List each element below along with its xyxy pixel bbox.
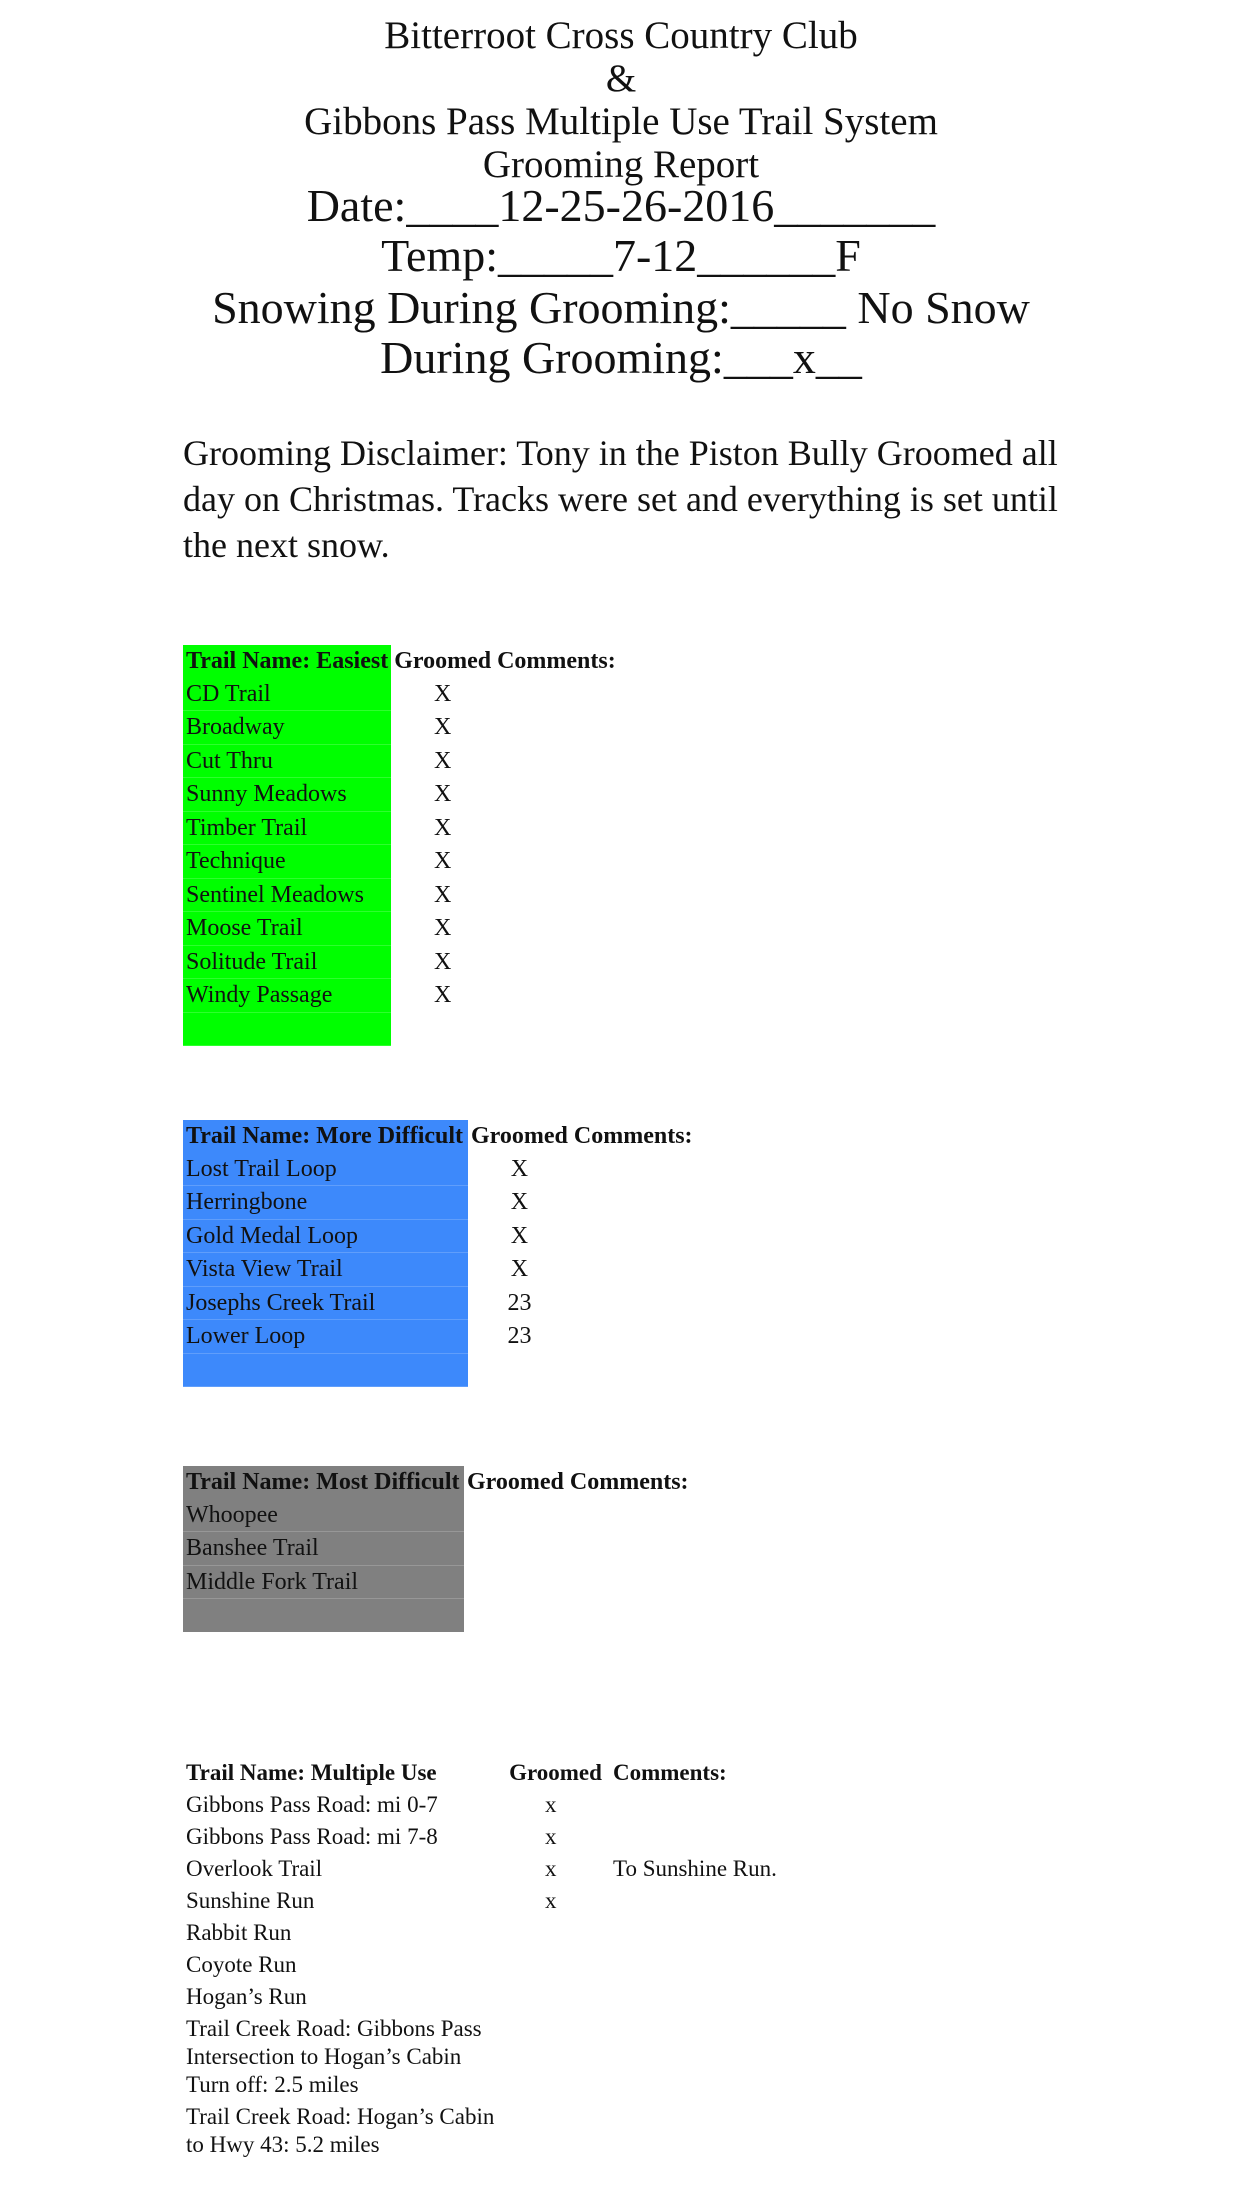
- trail-system-name: Gibbons Pass Multiple Use Trail System: [304, 100, 938, 143]
- table-header-row: [183, 1466, 692, 1499]
- col-groomed: Groomed: [509, 1760, 602, 1785]
- comment-cell: [610, 1885, 780, 1917]
- table-header-row: [183, 1120, 696, 1153]
- table-row: [183, 1253, 696, 1287]
- grooming-disclaimer: Grooming Disclaimer: Tony in the Piston Bully Groomed all day on Christmas. Tracks were set and everything is set until the next snow.: [183, 433, 1058, 565]
- trail-name-cell: Rabbit Run: [186, 1920, 292, 1945]
- table-row: [183, 1286, 696, 1320]
- table-row: [183, 1499, 692, 1532]
- comment-cell: [494, 878, 619, 912]
- table-row: [183, 1186, 696, 1220]
- report-title: Grooming Report: [482, 143, 760, 186]
- comment-cell: [494, 912, 619, 946]
- trail-name-cell: Lower Loop: [183, 1320, 468, 1354]
- col-comments: Comments:: [569, 1469, 689, 1495]
- col-groomed: Groomed: [467, 1469, 564, 1495]
- comment-cell: [610, 2013, 780, 2101]
- groomed-cell: 23: [507, 1323, 532, 1349]
- table-row: [183, 2013, 780, 2101]
- trail-name-cell: Banshee Trail: [183, 1532, 464, 1566]
- table-row: [183, 711, 619, 745]
- col-trail-name: Trail Name: More Difficult: [183, 1120, 468, 1153]
- col-comments: Comments:: [613, 1760, 727, 1785]
- table-row: [183, 1353, 696, 1387]
- groomed-cell: x: [545, 1888, 557, 1913]
- trail-name-cell: Lost Trail Loop: [183, 1153, 468, 1186]
- date-temp-line: Date:____12-25-26-2016_______ Temp:_____7-12______F: [306, 180, 936, 281]
- table-row: [183, 979, 619, 1013]
- multiple-use-trails-table: [183, 1757, 780, 2161]
- comment-cell: [571, 1219, 696, 1253]
- table-row: [183, 1532, 692, 1566]
- groomed-cell: x: [545, 1792, 557, 1817]
- trail-name-cell: Windy Passage: [183, 979, 391, 1013]
- comment-cell: [571, 1253, 696, 1287]
- groomed-cell: [501, 1981, 610, 2013]
- comment-cell: [610, 2101, 780, 2161]
- snow-conditions-line: Snowing During Grooming:_____ No Snow During Grooming:___x__: [212, 282, 1030, 383]
- trail-name-cell: Gibbons Pass Road: mi 7-8: [186, 1824, 438, 1849]
- comment-cell: To Sunshine Run.: [613, 1856, 777, 1881]
- groomed-cell: [464, 1532, 567, 1566]
- trail-name-cell: Sunshine Run: [186, 1888, 315, 1913]
- table-header-row: [183, 645, 619, 678]
- groomed-cell: x: [545, 1824, 557, 1849]
- trail-name-cell: Josephs Creek Trail: [183, 1286, 468, 1320]
- groomed-cell: X: [433, 814, 452, 841]
- more-difficult-trails-table: [183, 1120, 696, 1387]
- table-row: [183, 1949, 780, 1981]
- groomed-cell: X: [433, 747, 452, 774]
- groomed-cell: [464, 1499, 567, 1532]
- comment-cell: [494, 845, 619, 879]
- table-row: [183, 2101, 780, 2161]
- groomed-cell: [391, 1012, 494, 1046]
- table-row: [183, 811, 619, 845]
- groomed-cell: X: [433, 915, 452, 941]
- trail-name-cell: Whoopee: [183, 1499, 464, 1532]
- comment-cell: [494, 811, 619, 845]
- trail-name-cell: Middle Fork Trail: [183, 1565, 464, 1599]
- trail-name-cell: Cut Thru: [183, 744, 391, 778]
- report-title-block: [0, 14, 1242, 186]
- table-row: [183, 1917, 780, 1949]
- groomed-cell: [501, 2013, 610, 2101]
- col-comments: Comments:: [573, 1123, 693, 1149]
- trail-name-cell: Sunny Meadows: [183, 778, 391, 812]
- trail-name-cell: Moose Trail: [183, 912, 391, 946]
- groomed-cell: [501, 1917, 610, 1949]
- table-row: [183, 1821, 780, 1853]
- trail-name-cell: Coyote Run: [186, 1952, 297, 1977]
- groomed-cell: [464, 1565, 567, 1599]
- groomed-cell: X: [510, 1189, 529, 1215]
- table-row: [183, 945, 619, 979]
- ampersand: &: [605, 57, 637, 100]
- comment-cell: [567, 1499, 692, 1532]
- col-comments: Comments:: [497, 648, 616, 674]
- comment-cell: [494, 979, 619, 1013]
- col-trail-name: Trail Name: Easiest: [183, 645, 391, 678]
- comment-cell: [494, 778, 619, 812]
- groomed-cell: X: [510, 1222, 529, 1249]
- table-row: [183, 1153, 696, 1186]
- trail-name-cell: [183, 1012, 391, 1046]
- col-groomed: Groomed: [471, 1123, 568, 1149]
- table-row: [183, 744, 619, 778]
- groomed-cell: [501, 2101, 610, 2161]
- trail-name-cell: Hogan’s Run: [186, 1984, 307, 2009]
- table-row: [183, 1565, 692, 1599]
- comment-cell: [494, 945, 619, 979]
- comment-cell: [494, 1012, 619, 1046]
- table-row: [183, 878, 619, 912]
- groomed-cell: X: [510, 1256, 529, 1282]
- col-trail-name: Trail Name: Most Difficult: [183, 1466, 464, 1499]
- table-row: [183, 1599, 692, 1633]
- col-trail-name: Trail Name: Multiple Use: [186, 1760, 437, 1785]
- trail-name-cell: CD Trail: [183, 678, 391, 711]
- table-row: [183, 1981, 780, 2013]
- groomed-cell: 23: [507, 1289, 532, 1316]
- most-difficult-trails-table: [183, 1466, 692, 1633]
- table-row: [183, 1853, 780, 1885]
- table-row: [183, 778, 619, 812]
- comment-cell: [610, 1981, 780, 2013]
- groomed-cell: X: [433, 848, 452, 874]
- trail-name-cell: Trail Creek Road: Hogan’s Cabin to Hwy 43: 5.2 miles: [186, 2104, 495, 2157]
- comment-cell: [567, 1565, 692, 1599]
- groomed-cell: X: [433, 948, 452, 975]
- table-row: [183, 845, 619, 879]
- comment-cell: [494, 744, 619, 778]
- groomed-cell: [468, 1353, 571, 1387]
- comment-cell: [610, 1949, 780, 1981]
- trail-name-cell: Technique: [183, 845, 391, 879]
- comment-cell: [571, 1320, 696, 1354]
- groomed-cell: X: [433, 881, 452, 908]
- comment-cell: [610, 1789, 780, 1821]
- groomed-cell: X: [433, 781, 452, 807]
- table-row: [183, 1012, 619, 1046]
- groomed-cell: [464, 1599, 567, 1633]
- trail-name-cell: Herringbone: [183, 1186, 468, 1220]
- groomed-cell: X: [433, 714, 452, 740]
- table-row: [183, 1219, 696, 1253]
- table-row: [183, 678, 619, 711]
- trail-name-cell: [183, 1599, 464, 1633]
- comment-cell: [494, 678, 619, 711]
- trail-name-cell: [183, 1353, 468, 1387]
- trail-name-cell: Gibbons Pass Road: mi 0-7: [186, 1792, 438, 1817]
- comment-cell: [571, 1353, 696, 1387]
- club-name: Bitterroot Cross Country Club: [384, 14, 858, 57]
- trail-name-cell: Broadway: [183, 711, 391, 745]
- col-groomed: Groomed: [394, 648, 492, 674]
- comment-cell: [571, 1153, 696, 1186]
- easiest-trails-table: [183, 645, 619, 1046]
- trail-name-cell: Solitude Trail: [183, 945, 391, 979]
- table-row: [183, 1320, 696, 1354]
- comment-cell: [567, 1532, 692, 1566]
- comment-cell: [567, 1599, 692, 1633]
- groomed-cell: X: [510, 1155, 529, 1182]
- trail-name-cell: Gold Medal Loop: [183, 1219, 468, 1253]
- comment-cell: [610, 1821, 780, 1853]
- table-row: [183, 912, 619, 946]
- trail-name-cell: Vista View Trail: [183, 1253, 468, 1287]
- comment-cell: [571, 1186, 696, 1220]
- trail-name-cell: Timber Trail: [183, 811, 391, 845]
- groomed-cell: X: [433, 982, 452, 1008]
- table-row: [183, 1789, 780, 1821]
- trail-name-cell: Sentinel Meadows: [183, 878, 391, 912]
- comment-cell: [610, 1917, 780, 1949]
- groomed-cell: X: [433, 680, 452, 707]
- table-header-row: [183, 1757, 780, 1789]
- table-row: [183, 1885, 780, 1917]
- groomed-cell: x: [545, 1856, 557, 1881]
- trail-name-cell: Trail Creek Road: Gibbons Pass Intersection to Hogan’s Cabin Turn off: 2.5 miles: [186, 2016, 482, 2097]
- trail-name-cell: Overlook Trail: [186, 1856, 323, 1881]
- comment-cell: [571, 1286, 696, 1320]
- groomed-cell: [501, 1949, 610, 1981]
- comment-cell: [494, 711, 619, 745]
